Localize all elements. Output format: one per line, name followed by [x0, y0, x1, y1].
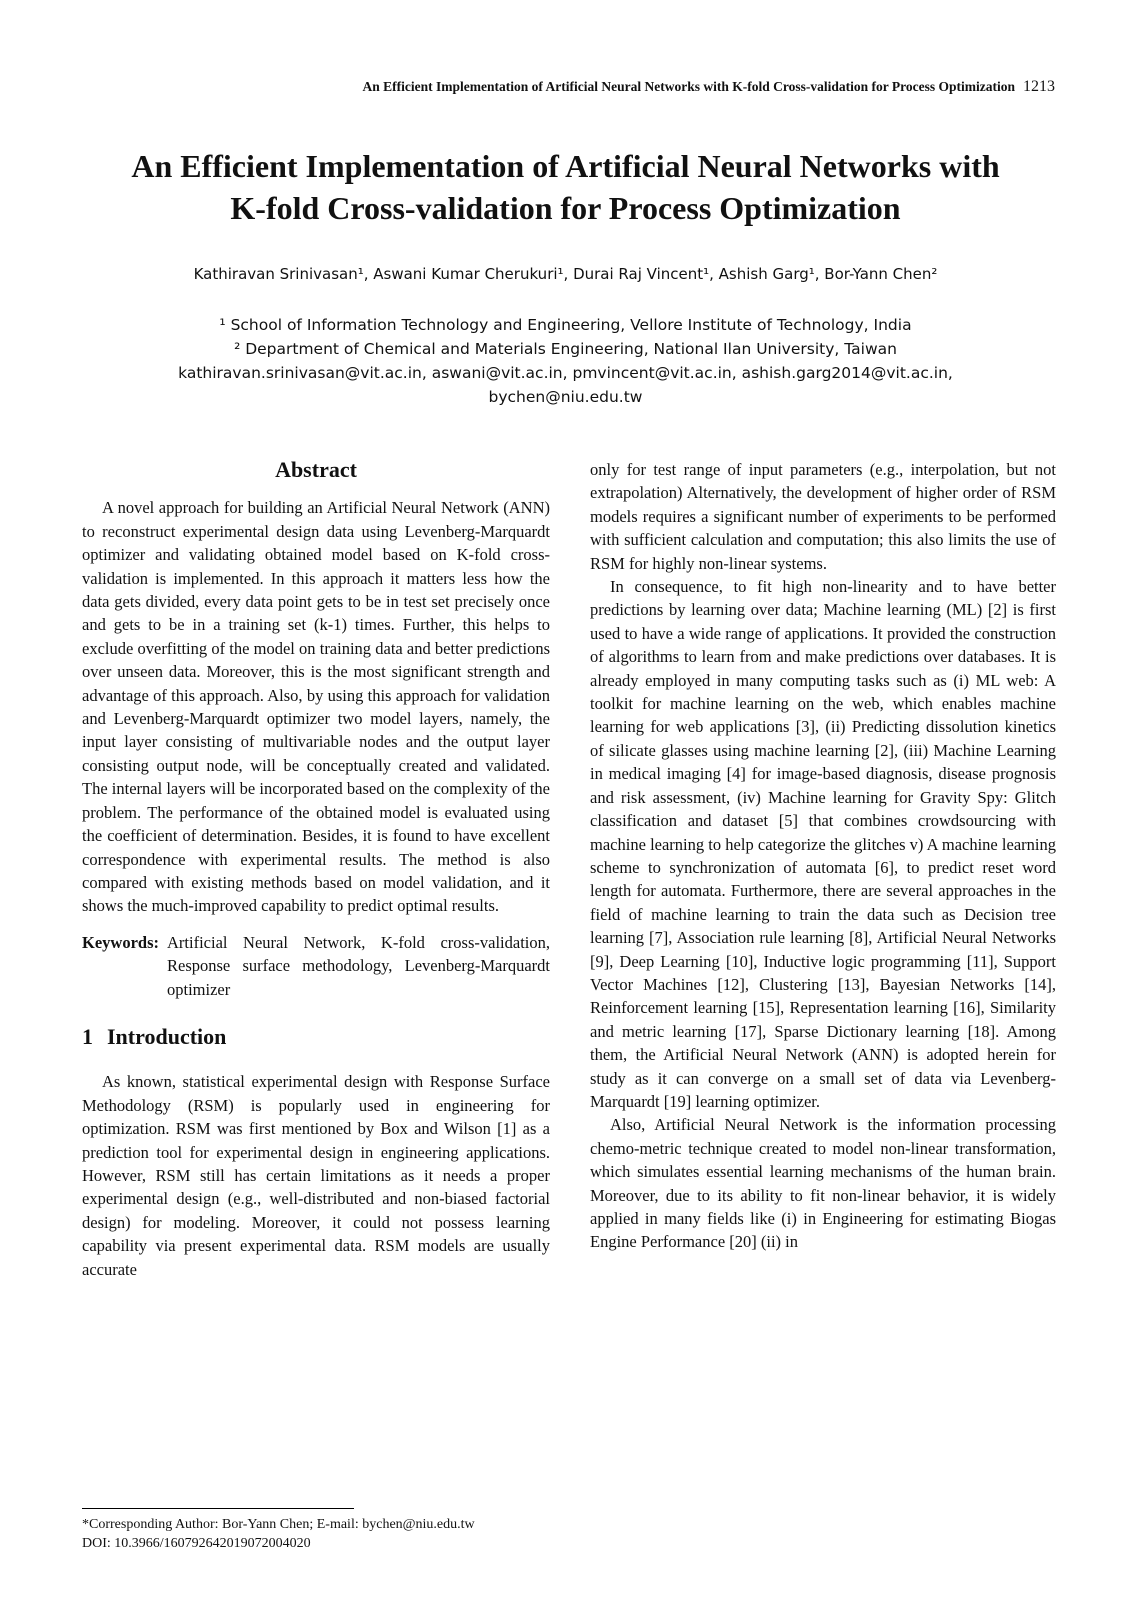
section-number: 1	[82, 1023, 93, 1049]
affiliation-2: ² Department of Chemical and Materials Engineering, National Ilan University, Taiwan	[234, 340, 897, 358]
page-number: 1213	[1023, 78, 1055, 95]
introduction-heading	[82, 1025, 550, 1048]
email-line-1: kathiravan.srinivasan@vit.ac.in, aswani@vit.ac.in, pmvincent@vit.ac.in, ashish.garg2014@vit.ac.in,	[178, 364, 953, 382]
title-line-1: An Efficient Implementation of Artificial Neural Networks with	[131, 148, 1000, 184]
footnote	[82, 1515, 475, 1553]
left-column	[82, 458, 550, 1281]
corresponding-author-note: *Corresponding Author: Bor-Yann Chen; E-mail: bychen@niu.edu.tw	[82, 1517, 475, 1532]
right-column	[590, 458, 1056, 1254]
footnote-divider	[82, 1508, 354, 1509]
abstract-heading: Abstract	[275, 457, 357, 482]
section-title: Introduction	[107, 1023, 227, 1049]
intro-paragraph-2: In consequence, to fit high non-linearity and to have better predictions by learning over data; Machine learning (ML) [2] is first used to have a wide range of applications. It provided the construction of algorithms to learn from and make predictions over databases. It is already employed in many computing tasks such as (i) ML web: A toolkit for machine learning on the web, which enables machine learning for web applications [3], (ii) Predicting dissolution kinetics of silicate glasses using machine learning [2], (iii) Machine Learning in medical imaging [4] for image-based diagnosis, disease prognosis and risk assessment, (iv) Machine learning for Gravity Spy: Glitch classification and dataset [5] that combines crowdsourcing with machine learning to help categorize the glitches v) A machine learning scheme to synchronization of automata [6], to predict reset word length for automata. Furthermore, there are several approaches in the field of machine learning to train the data such as Decision tree learning [7], Association rule learning [8], Artificial Neural Networks [9], Deep Learning [10], Inductive logic programming [11], Support Vector Machines [12], Clustering [13], Bayesian Networks [14], Reinforcement learning [15], Representation learning [16], Similarity and metric learning [17], Sparse Dictionary learning [18]. Among them, the Artificial Neural Network (ANN) is adopted herein for study as it can converge on a small set of data via Levenberg-Marquardt [19] learning optimizer.	[590, 577, 1056, 1111]
keywords	[82, 931, 550, 1001]
running-head	[150, 78, 1055, 96]
affiliation-1: ¹ School of Information Technology and Engineering, Vellore Institute of Technology, India	[219, 316, 912, 334]
abstract-text: A novel approach for building an Artificial Neural Network (ANN) to reconstruct experimental design data using Levenberg-Marquardt optimizer and validating obtained model based on K-fold cross-validation is implemented. In this approach it matters less how the data gets divided, every data point gets to be in test set precisely once and gets to be in a training set (k-1) times. Further, this helps to exclude overfitting of the model on training data and better predictions over unseen data. Moreover, this is the most significant strength and advantage of this approach. Also, by using this approach for validation and Levenberg-Marquardt optimizer two model layers, namely, the input layer consisting of multivariable nodes and the output layer consisting output node, will be conceptually created and validated. The internal layers will be incorporated based on the complexity of the problem. The performance of the obtained model is evaluated using the coefficient of determination. Besides, it is found to have excellent correspondence with experimental results. The method is also compared with existing methods based on model validation, and it shows the much-improved capability to predict optimal results.	[82, 498, 550, 916]
author-list: Kathiravan Srinivasan¹, Aswani Kumar Cherukuri¹, Durai Raj Vincent¹, Ashish Garg¹, Bor-Yann Chen²	[193, 265, 938, 283]
email-line-2: bychen@niu.edu.tw	[488, 388, 643, 406]
paper-title	[60, 145, 1071, 229]
title-line-2: K-fold Cross-validation for Process Optimization	[230, 190, 901, 226]
keywords-text: Artificial Neural Network, K-fold cross-validation, Response surface methodology, Levenberg-Marquardt optimizer	[167, 932, 550, 999]
intro-paragraph-3: Also, Artificial Neural Network is the information processing chemo-metric technique created to model non-linear transformation, which simulates essential learning mechanisms of the human brain. Moreover, due to its ability to fit non-linear behavior, it is widely applied in many fields like (i) in Engineering for estimating Biogas Engine Performance [20] (ii) in	[590, 1115, 1056, 1252]
running-head-title: An Efficient Implementation of Artificial Neural Networks with K-fold Cross-validation for Process Optimization	[362, 79, 1015, 94]
keywords-label: Keywords:	[82, 932, 159, 952]
intro-paragraph-1-continued: only for test range of input parameters (e.g., interpolation, but not extrapolation) Alternatively, the development of higher order of RSM models requires a significant number of experiments to be performed with sufficient calculation and computation; this also limits the use of RSM for highly non-linear systems.	[590, 460, 1056, 573]
affiliations	[60, 313, 1071, 409]
doi: DOI: 10.3966/160792642019072004020	[82, 1536, 311, 1551]
intro-paragraph-1: As known, statistical experimental design with Response Surface Methodology (RSM) is popularly used in engineering for optimization. RSM was first mentioned by Box and Wilson [1] as a prediction tool for experimental design in engineering applications. However, RSM still has certain limitations as it needs a proper experimental design (e.g., well-distributed and non-biased factorial design) for modeling. Moreover, it could not possess learning capability via present experimental data. RSM models are usually accurate	[82, 1072, 550, 1279]
